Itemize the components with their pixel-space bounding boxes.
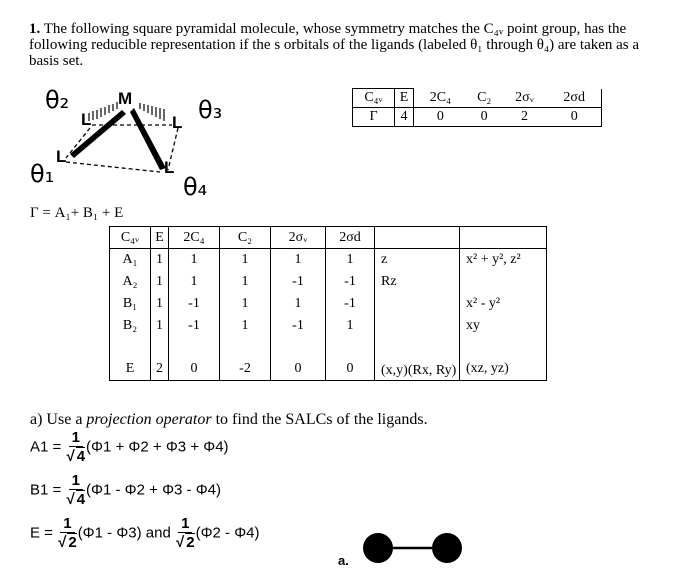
salc-a1-fraction (66, 430, 85, 465)
table-cell: -1 (326, 271, 375, 293)
table-cell: 1 (271, 249, 326, 271)
table-cell: 1 (220, 293, 271, 315)
table-header-cell: C₂ (477, 89, 492, 105)
solid-wedge-left (70, 110, 126, 158)
table-cell: (x,y)(Rx, Ry) (375, 337, 460, 381)
fraction-denominator: √ 4 (66, 448, 86, 465)
metal-label: M (118, 89, 133, 108)
table-cell: E (110, 337, 151, 381)
fraction-denominator: √ 2 (58, 534, 77, 551)
fraction-denominator: √ 2 (176, 534, 195, 551)
table-header-cell (460, 227, 547, 249)
table-cell: 1 (169, 249, 220, 271)
part-a-emphasis: projection operator (86, 411, 212, 428)
table-cell: Γ (353, 108, 395, 127)
right-orbital-circle (432, 533, 462, 563)
table-cell: -1 (169, 315, 220, 337)
question-number: 1. (29, 21, 41, 37)
table-row (110, 315, 547, 337)
ligand-label-4: L (164, 158, 175, 177)
table-cell: 0 (414, 108, 467, 127)
table-cell: 1 (151, 271, 169, 293)
table-header-cell: E (151, 227, 169, 249)
table-header-cell: E (395, 89, 414, 108)
fraction-numerator: 1 (178, 516, 192, 533)
table-cell: 0 (467, 108, 502, 127)
table-row (110, 271, 547, 293)
part-a-suffix: to find the SALCs of the ligands. (211, 411, 428, 428)
table-header-cell: 2σᵥ (271, 227, 326, 249)
table-cell: B₂ (110, 315, 151, 337)
table-cell: 1 (220, 271, 271, 293)
reducible-header-row (353, 89, 602, 108)
footer-label: a. (338, 553, 349, 568)
salc-e-fraction-1 (58, 516, 77, 551)
table-header-cell: 2σd (547, 89, 601, 108)
table-cell: -1 (271, 315, 326, 337)
table-header-cell (375, 227, 460, 249)
table-cell: 0 (326, 337, 375, 381)
table-cell: -2 (220, 337, 271, 381)
table-cell: 4 (395, 108, 414, 127)
theta4-label: θ₄ (183, 173, 208, 201)
salc-e-fraction-2 (176, 516, 195, 551)
hashed-wedge-right (140, 103, 164, 121)
table-header-cell: C₄ᵥ (353, 89, 395, 108)
table-cell: 0 (547, 108, 601, 127)
reducible-rep-table (352, 88, 602, 127)
table-header-cell: 2C₄ (414, 89, 467, 108)
theta1-label: θ₁ (30, 160, 55, 188)
salc-e-label: E = (30, 524, 53, 542)
table-cell: 1 (271, 293, 326, 315)
table-row (110, 337, 547, 381)
molecule-diagram (0, 0, 260, 205)
table-cell (375, 315, 460, 337)
dumbbell-diagram (360, 527, 470, 564)
table-header-cell: C₄ᵥ (110, 227, 151, 249)
fraction-numerator: 1 (69, 473, 83, 490)
gamma-decomposition: Γ = A₁+ B₁ + E (30, 205, 124, 221)
table-cell: 0 (271, 337, 326, 381)
table-header-cell: 2σd (326, 227, 375, 249)
salc-b1 (30, 473, 221, 508)
table-cell: 2 (151, 337, 169, 381)
salc-a1 (30, 430, 229, 465)
table-cell: 1 (326, 315, 375, 337)
salc-a1-label: A1 = (30, 438, 62, 456)
table-cell: z (375, 249, 460, 271)
theta2-label: θ₂ (45, 86, 70, 114)
table-header-cell: C₂ (220, 227, 271, 249)
question-body: The following square pyramidal molecule, whose symmetry matches the C₄ᵥ point group, has the following reducible representation if the s orbitals of the ligands (labeled θ₁ through θ₄) are taken as a basis set. (29, 21, 640, 69)
salc-e (30, 516, 260, 551)
theta3-label: θ₃ (198, 96, 223, 124)
left-orbital-circle (363, 533, 393, 563)
table-cell: 0 (169, 337, 220, 381)
table-cell: -1 (326, 293, 375, 315)
table-cell (375, 293, 460, 315)
table-row (110, 293, 547, 315)
table-cell: -1 (169, 293, 220, 315)
table-cell: x² - y² (460, 293, 547, 315)
table-cell: A₁ (110, 249, 151, 271)
salc-a1-expression: (Φ1 + Φ2 + Φ3 + Φ4) (86, 438, 229, 456)
character-header-row (110, 227, 547, 249)
table-cell: 1 (220, 249, 271, 271)
table-header-cell: 2σᵥ (515, 89, 534, 105)
ligand-label-1: L (56, 147, 67, 166)
table-cell: 1 (151, 293, 169, 315)
part-a-question (30, 411, 428, 429)
table-cell: A₂ (110, 271, 151, 293)
salc-e-expression-2: (Φ2 - Φ4) (195, 524, 260, 542)
table-header-cell: 2C₄ (169, 227, 220, 249)
salc-b1-label: B1 = (30, 481, 62, 499)
reducible-gamma-row (353, 108, 602, 127)
table-cell: 1 (220, 315, 271, 337)
ligand-label-3: L (172, 113, 183, 132)
table-cell: B₁ (110, 293, 151, 315)
dashed-edge-front (66, 162, 160, 172)
table-cell: 2 (502, 108, 548, 127)
table-cell: 1 (151, 315, 169, 337)
salc-b1-expression: (Φ1 - Φ2 + Φ3 - Φ4) (86, 481, 222, 499)
table-cell: 1 (326, 249, 375, 271)
table-cell: x² + y², z² (460, 249, 547, 271)
table-cell: xy (460, 315, 547, 337)
table-cell: (xz, yz) (460, 337, 547, 381)
table-row (110, 249, 547, 271)
table-cell (460, 271, 547, 293)
table-cell: Rz (375, 271, 460, 293)
table-cell: 1 (169, 271, 220, 293)
table-cell: -1 (271, 271, 326, 293)
fraction-denominator: √ 4 (66, 491, 86, 508)
salc-e-expression-1: (Φ1 - Φ3) and (77, 524, 171, 542)
salc-b1-fraction (66, 473, 85, 508)
fraction-numerator: 1 (69, 430, 83, 447)
ligand-label-2: L (81, 110, 92, 129)
table-cell: 1 (151, 249, 169, 271)
part-a-prefix: a) Use a (30, 411, 87, 428)
fraction-numerator: 1 (60, 516, 74, 533)
character-table (109, 226, 547, 381)
solid-wedge-right (130, 108, 166, 170)
